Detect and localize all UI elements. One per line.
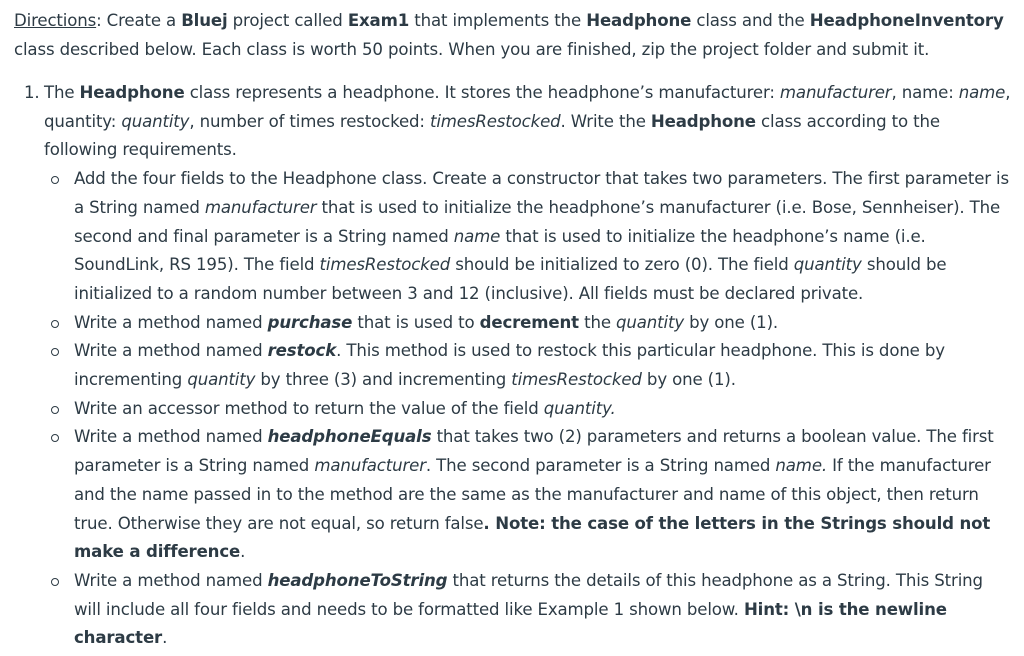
field-name: name	[958, 83, 1006, 102]
field-name: quantity	[121, 111, 190, 131]
note-text: . Note: the case of the letters in the Strings should not make a difference	[74, 513, 991, 562]
text-run: Write a method named	[74, 570, 268, 590]
text-run: . The second parameter is a String named	[425, 456, 776, 476]
text-run: .	[240, 542, 246, 562]
class-name-inventory: HeadphoneInventory	[809, 11, 1004, 30]
text-run: should be initialized to zero (0). The field	[450, 255, 794, 275]
requirement-item	[44, 309, 1014, 338]
directions-paragraph	[14, 7, 1014, 64]
requirement-item	[44, 423, 1014, 567]
bullet-circle-icon	[51, 176, 59, 184]
text-run: class described below. Each class is worth 50 points. When you are finished, zip the project folder and submit it.	[14, 39, 930, 59]
method-name: purchase	[267, 312, 353, 332]
text-run: class represents a headphone. It stores the headphone’s manufacturer:	[184, 83, 780, 102]
method-name: headphoneEquals	[267, 427, 432, 447]
item-intro	[44, 79, 1014, 165]
field-name: timesRestocked	[429, 111, 561, 131]
param-name: manufacturer	[204, 197, 317, 217]
text-run: Add the four fields to the Headphone class. Create a constructor that takes two parameters. The first parameter is a String named	[74, 169, 1009, 217]
bluej-term: Bluej	[181, 11, 228, 30]
text-run: that is used to	[352, 312, 480, 332]
hint-text: Hint: \n is the newline character	[74, 599, 947, 648]
text-run: that implements the	[409, 11, 587, 30]
requirement-item	[44, 165, 1014, 309]
item-number: 1.	[24, 83, 40, 102]
text-run: : Create a	[96, 11, 182, 30]
class-name-headphone: Headphone	[586, 11, 692, 30]
bullet-circle-icon	[51, 578, 59, 586]
text-run: that returns the details of this headphone as a String. This String will include all four fields and needs to be formatted like Example 1 shown below.	[74, 570, 983, 619]
text-run: by one (1).	[684, 312, 779, 332]
field-name: quantity.	[543, 398, 616, 418]
text-run: . This method is used to restock this particular headphone. This is done by incrementing	[74, 341, 945, 390]
param-name: name	[453, 226, 501, 246]
text-run: should be initialized to a random number between 3 and 12 (inclusive). All fields must be declared private.	[74, 255, 947, 303]
text-run: , number of times restocked:	[189, 111, 430, 131]
project-name: Exam1	[347, 11, 410, 30]
bullet-circle-icon	[51, 434, 59, 442]
bullet-circle-icon	[51, 348, 59, 356]
field-name: quantity	[793, 255, 862, 275]
method-name: restock	[267, 341, 337, 361]
item-body	[44, 79, 1014, 653]
text-run: that takes two (2) parameters and returns a boolean value. The first parameter is a String named	[74, 427, 994, 476]
bullet-circle-icon	[51, 406, 59, 414]
text-run: project called	[227, 11, 348, 30]
text-run: class and the	[691, 11, 810, 30]
text-run: , quantity:	[44, 83, 1011, 131]
field-name: manufacturer	[779, 83, 892, 102]
text-run: class according to the following requirements.	[44, 111, 940, 160]
class-name: Headphone	[650, 111, 756, 131]
text-run: The	[44, 83, 80, 102]
field-name: timesRestocked	[511, 370, 642, 390]
text-run: Write a method named	[74, 341, 268, 361]
requirement-item	[44, 567, 1014, 653]
param-name: manufacturer	[314, 456, 426, 476]
text-run: Write a method named	[74, 427, 268, 447]
text-run: If the manufacturer and the name passed in to the method are the same as the manufacturer and name of this object, then return true. Otherwise they are not equal, so return false	[74, 456, 991, 533]
field-name: quantity	[616, 312, 684, 332]
param-name: name.	[775, 456, 828, 476]
text-run: .	[162, 628, 168, 648]
class-name: Headphone	[79, 83, 185, 102]
emphasis: decrement	[479, 312, 579, 332]
method-name: headphoneToString	[267, 570, 448, 590]
text-run: Write an accessor method to return the value of the field	[74, 398, 544, 418]
field-name: quantity	[187, 370, 256, 390]
text-run: that is used to initialize the headphone’s manufacturer (i.e. Bose, Sennheiser). The second and final parameter is a String named	[74, 197, 1001, 246]
text-run: the	[578, 312, 617, 332]
requirement-item	[44, 337, 1014, 394]
text-run: by one (1).	[641, 370, 736, 390]
field-name: timesRestocked	[319, 255, 451, 275]
text-run: . Write the	[560, 111, 651, 131]
text-run: by three (3) and incrementing	[255, 370, 512, 390]
requirement-item	[44, 395, 1014, 424]
numbered-item-1	[24, 79, 1014, 653]
text-run: Write a method named	[74, 312, 268, 332]
text-run: , name:	[891, 83, 959, 102]
bullet-circle-icon	[51, 320, 59, 328]
requirements-list	[44, 165, 1014, 653]
text-run: that is used to initialize the headphone’s name (i.e. SoundLink, RS 195). The field	[74, 226, 926, 275]
directions-label: Directions	[14, 11, 97, 30]
